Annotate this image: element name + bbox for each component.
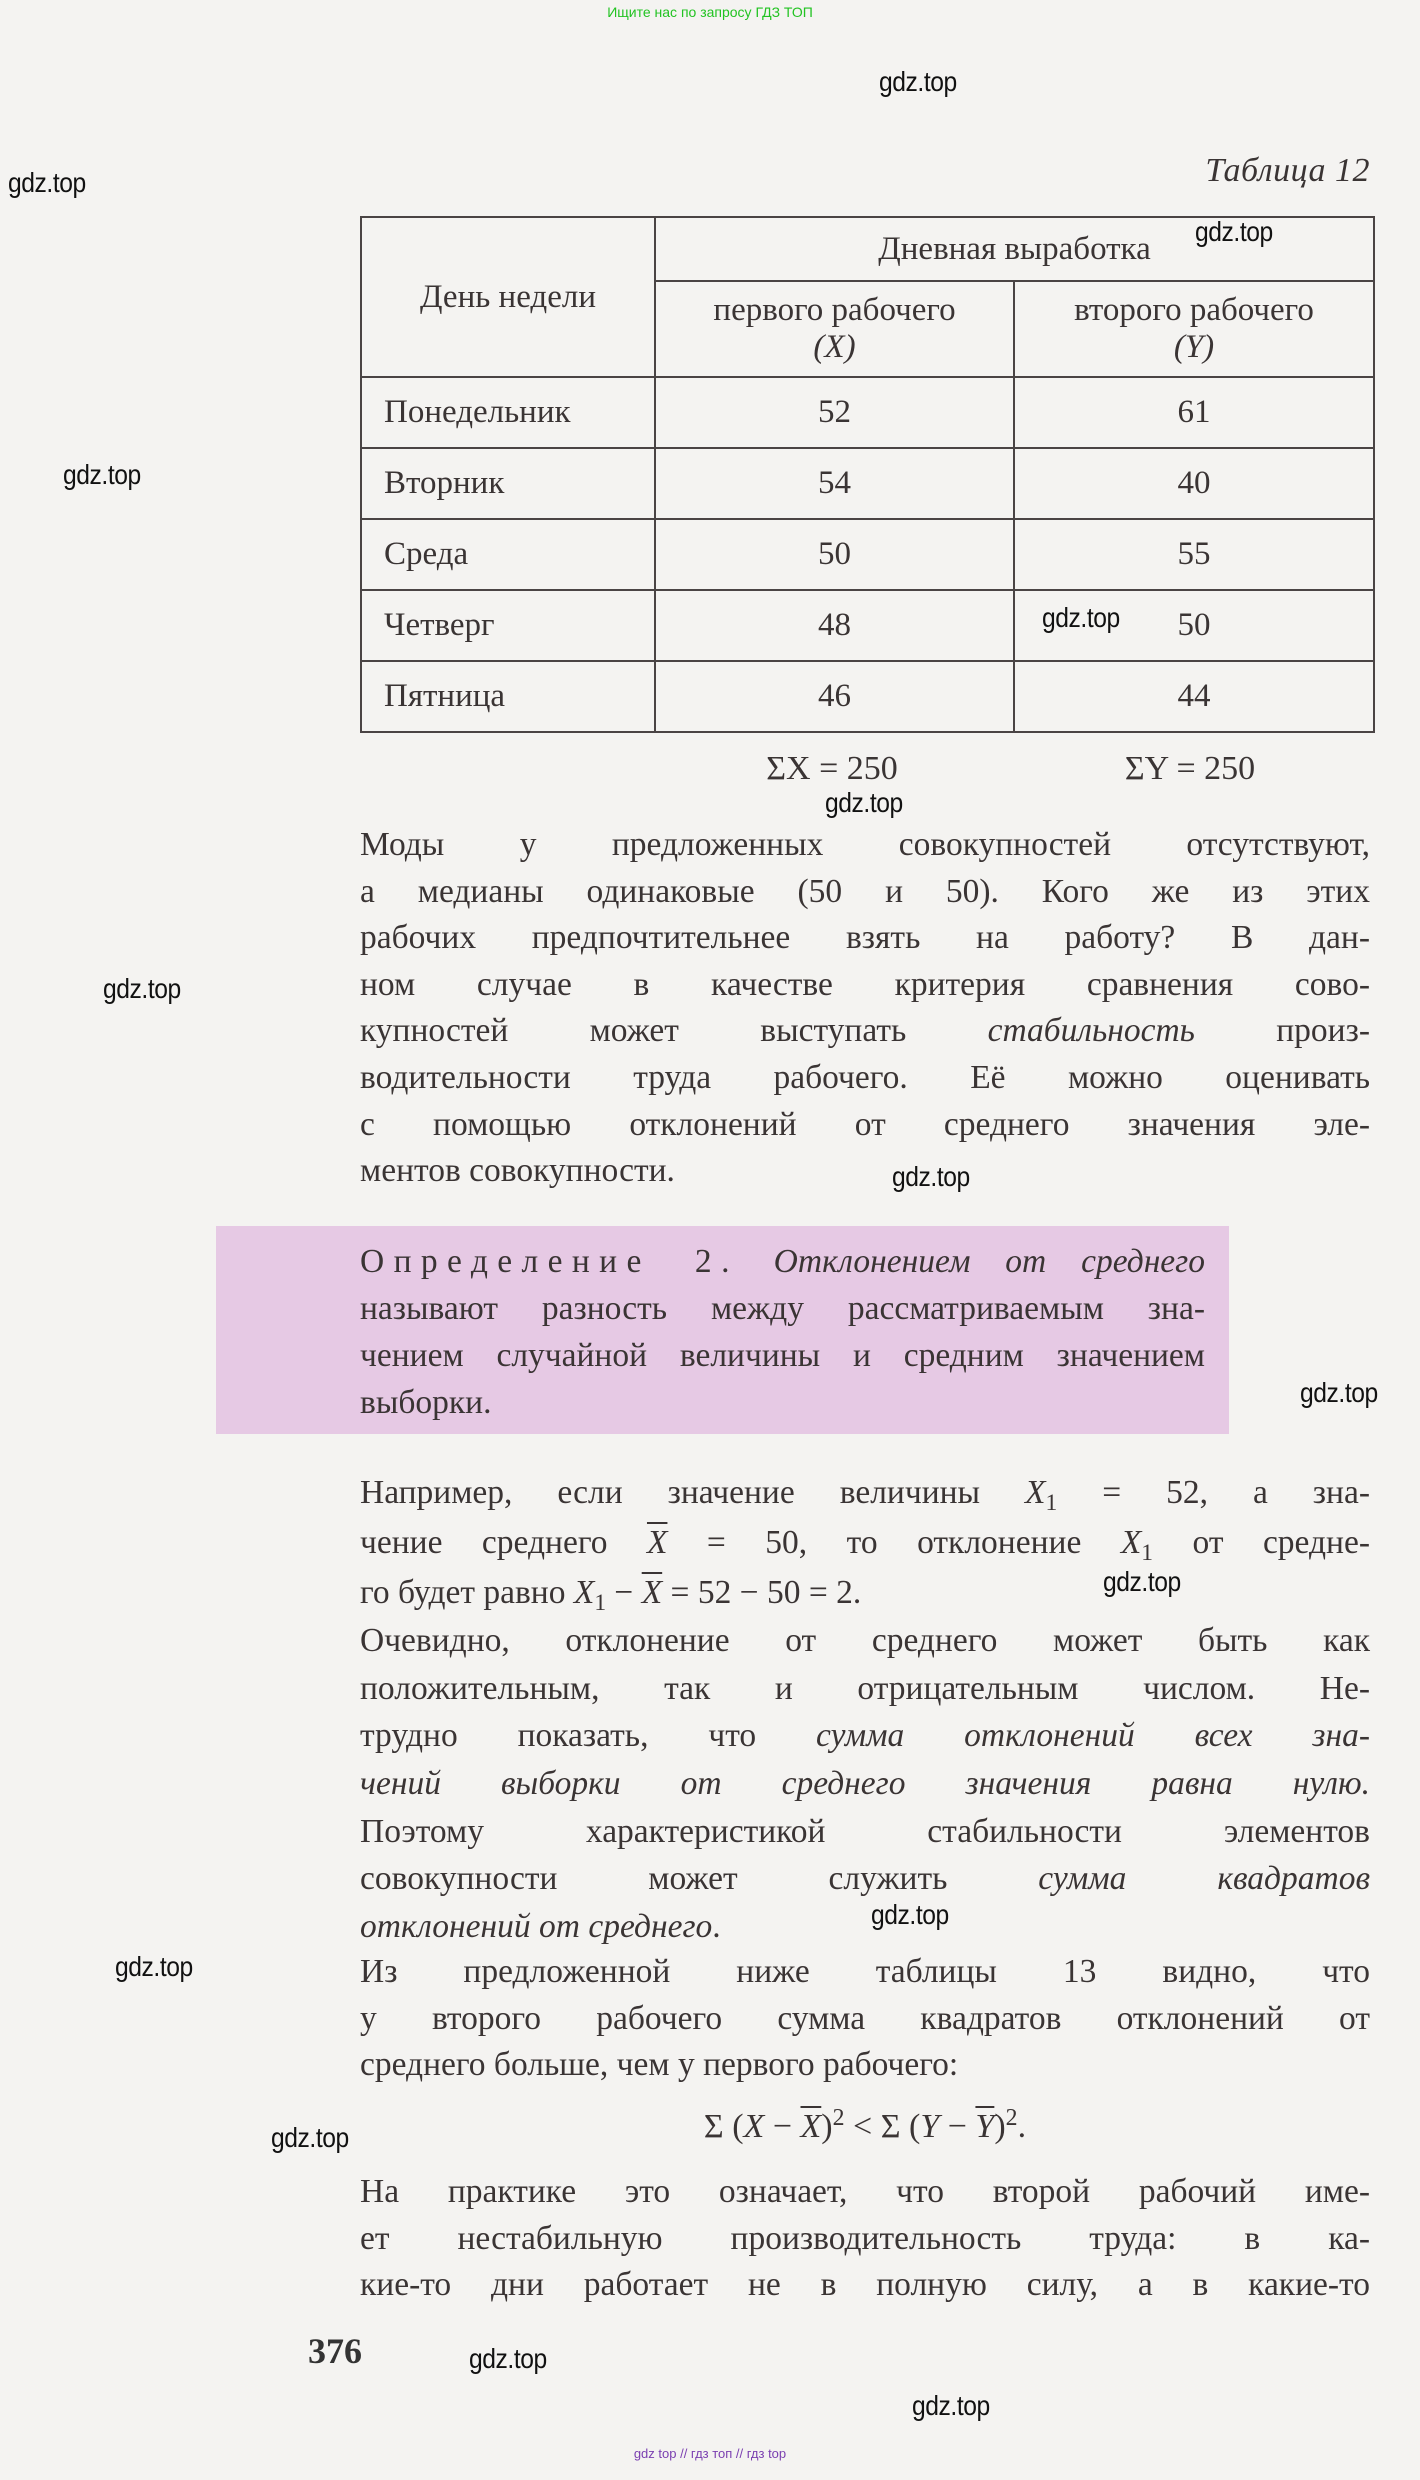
table-row — [361, 590, 1374, 661]
text-segment: − — [939, 2108, 976, 2145]
formula-squares-inequality — [360, 2104, 1370, 2150]
text-segment: ) — [994, 2108, 1006, 2145]
text-segment: Моды у предложенных совокупностей отсутствуют, — [360, 826, 1370, 863]
paragraph-practice — [360, 2169, 1370, 2309]
footer-watermark: gdz top // гдз топ // гдз top — [633, 2446, 787, 2461]
text-line — [360, 1568, 1370, 1618]
text-line — [360, 1760, 1370, 1808]
table-caption: Таблица 12 — [1205, 152, 1370, 189]
text-line — [360, 1332, 1205, 1379]
text-segment: произ- — [1194, 1012, 1370, 1050]
text-line — [360, 2169, 1370, 2216]
watermark: gdz.top — [892, 1161, 970, 1192]
math-symbol: Y — [920, 2108, 940, 2145]
search-hint-banner: Ищите нас по запросу ГДЗ ТОП — [607, 4, 813, 20]
text-segment: = 52, а зна- — [1057, 1474, 1370, 1511]
cell-y: 61 — [1014, 377, 1374, 448]
text-line — [360, 1055, 1370, 1102]
math-symbol: $\overline{X}$ — [800, 2108, 822, 2145]
sum-x: ΣX = 250 — [766, 750, 898, 787]
italic-text: отклонений от среднего — [360, 1908, 713, 1946]
text-segment: чением случайной величины и средним значением — [360, 1337, 1205, 1374]
cell-x: 54 — [655, 448, 1014, 519]
watermark: gdz.top — [912, 2390, 990, 2421]
text-segment: совокупности может служить — [360, 1860, 1039, 1898]
cell-y: 55 — [1014, 519, 1374, 590]
math-symbol: X — [743, 2108, 765, 2145]
watermark: gdz.top — [469, 2343, 547, 2374]
cell-y: 50 — [1014, 590, 1374, 661]
cell-day: Вторник — [361, 448, 655, 519]
cell-x: 46 — [655, 661, 1014, 732]
watermark: gdz.top — [871, 1899, 949, 1930]
text-line — [360, 2042, 1370, 2089]
watermark: gdz.top — [1042, 602, 1120, 633]
text-line — [360, 869, 1370, 916]
italic-text: сумма квадратов — [1038, 1860, 1370, 1898]
text-segment: ном случае в качестве критерия сравнения сово- — [360, 965, 1370, 1003]
text-segment: Очевидно, отклонение от среднего может быть как — [360, 1622, 1370, 1659]
table-row — [361, 661, 1374, 732]
text-segment: = 52 − 50 = 2. — [662, 1574, 862, 1611]
text-segment: < Σ ( — [844, 2108, 921, 2145]
text-line — [360, 1468, 1370, 1518]
text-line — [360, 2262, 1370, 2309]
math-symbol: 2 — [1005, 2105, 1018, 2132]
text-line — [360, 1712, 1370, 1760]
text-line — [360, 915, 1370, 962]
text-segment: Из предложенной ниже таблицы 13 видно, что — [360, 1953, 1370, 1990]
watermark: gdz.top — [63, 459, 141, 490]
table-row — [361, 519, 1374, 590]
paragraph-table13 — [360, 1949, 1370, 2089]
math-symbol: 2 — [832, 2105, 845, 2132]
text-segment: трудно показать, что — [360, 1717, 817, 1755]
text-segment: чение среднего — [360, 1524, 647, 1561]
watermark: gdz.top — [8, 167, 86, 198]
watermark: gdz.top — [1300, 1377, 1378, 1408]
math-symbol: 1 — [1045, 1490, 1058, 1517]
header-y-var: (Y) — [1173, 329, 1215, 365]
math-symbol: Определение 2. — [360, 1243, 739, 1280]
page-number: 376 — [308, 2331, 362, 2371]
definition-2 — [360, 1238, 1205, 1426]
cell-y: 40 — [1014, 448, 1374, 519]
text-line — [360, 2104, 1370, 2150]
text-line — [360, 1665, 1370, 1713]
text-segment: Например, если значение величины — [360, 1474, 1026, 1511]
cell-x: 48 — [655, 590, 1014, 661]
text-segment: . — [712, 1908, 721, 1946]
text-line — [360, 1903, 1370, 1951]
sum-y: ΣY = 250 — [1124, 750, 1256, 787]
text-segment: ) — [821, 2108, 833, 2145]
italic-text: чений выборки от среднего значения равна нулю. — [360, 1765, 1370, 1803]
text-segment: среднего больше, чем у первого рабочего: — [360, 2046, 959, 2083]
header-first-worker-label: первого рабочего — [713, 292, 956, 328]
text-segment: купностей может выступать — [360, 1012, 988, 1050]
paragraph-deviation-sum — [360, 1617, 1370, 1951]
text-segment: ет нестабильную производительность труда: в ка- — [360, 2219, 1370, 2257]
text-segment: от средне- — [1153, 1524, 1370, 1561]
text-line — [360, 962, 1370, 1009]
table-row — [361, 377, 1374, 448]
table-row — [361, 448, 1374, 519]
paragraph-example — [360, 1468, 1370, 1618]
text-line — [360, 1949, 1370, 1996]
watermark: gdz.top — [825, 787, 903, 818]
cell-day: Среда — [361, 519, 655, 590]
cell-x: 50 — [655, 519, 1014, 590]
italic-text: Отклонением от среднего — [738, 1243, 1205, 1280]
output-table — [360, 216, 1375, 733]
text-segment: а медианы одинаковые (50 и 50). Кого же из этих — [360, 872, 1370, 910]
text-segment: Поэтому характеристикой стабильности элементов — [360, 1812, 1370, 1850]
text-segment: На практике это означает, что второй рабочий име- — [360, 2173, 1370, 2210]
math-symbol: X — [1025, 1474, 1046, 1511]
cell-y: 44 — [1014, 661, 1374, 732]
text-line — [360, 822, 1370, 869]
text-segment: положительным, так и отрицательным числом. Не- — [360, 1669, 1370, 1707]
math-symbol: 1 — [1141, 1540, 1154, 1567]
text-line — [360, 1285, 1205, 1332]
header-day: День недели — [361, 217, 655, 377]
text-line — [360, 1008, 1370, 1055]
paragraph-modes — [360, 822, 1370, 1195]
cell-day: Пятница — [361, 661, 655, 732]
header-daily-output: Дневная выработка — [655, 217, 1374, 281]
text-segment: выборки. — [360, 1384, 492, 1421]
math-symbol: $\overline{X}$ — [641, 1574, 663, 1611]
watermark: gdz.top — [1195, 216, 1273, 247]
text-segment: − — [606, 1574, 642, 1611]
header-x-var: (X) — [813, 329, 856, 365]
text-line — [360, 1808, 1370, 1856]
text-segment: у второго рабочего сумма квадратов отклонений от — [360, 1999, 1370, 2037]
text-segment: го будет равно — [360, 1574, 574, 1611]
italic-text: стабильность — [987, 1012, 1195, 1050]
text-line — [360, 1855, 1370, 1903]
cell-x: 52 — [655, 377, 1014, 448]
text-segment: = 50, то отклонение — [667, 1524, 1121, 1561]
watermark: gdz.top — [115, 1951, 193, 1982]
text-line — [360, 1379, 1205, 1426]
text-segment: Σ ( — [703, 2108, 744, 2145]
watermark: gdz.top — [103, 973, 181, 1004]
text-segment: − — [764, 2108, 801, 2145]
header-first-worker — [655, 281, 1014, 377]
text-line — [360, 1617, 1370, 1665]
header-second-worker — [1014, 281, 1374, 377]
text-segment: рабочих предпочтительнее взять на работу? В дан- — [360, 919, 1370, 957]
text-line — [360, 1238, 1205, 1285]
header-second-worker-label: второго рабочего — [1074, 292, 1314, 328]
math-symbol: X — [573, 1574, 595, 1611]
text-segment: с помощью отклонений от среднего значения эле- — [360, 1105, 1370, 1143]
watermark: gdz.top — [271, 2122, 349, 2153]
watermark: gdz.top — [1103, 1566, 1181, 1597]
cell-day: Понедельник — [361, 377, 655, 448]
text-line — [360, 1518, 1370, 1568]
text-line — [360, 2216, 1370, 2263]
text-segment: . — [1017, 2108, 1027, 2145]
math-symbol: $\overline{Y}$ — [975, 2108, 995, 2145]
text-segment: ментов совокупности. — [360, 1152, 675, 1190]
text-segment: кие-то дни работает не в полную силу, а в какие-то — [360, 2266, 1370, 2303]
cell-day: Четверг — [361, 590, 655, 661]
math-symbol: $\overline{X}$ — [646, 1524, 668, 1561]
math-symbol: X — [1120, 1524, 1142, 1561]
text-segment: называют разность между рассматриваемым зна- — [360, 1290, 1205, 1327]
watermark: gdz.top — [879, 66, 957, 97]
italic-text: сумма отклонений всех зна- — [816, 1717, 1370, 1755]
math-symbol: 1 — [594, 1590, 607, 1617]
text-line — [360, 1102, 1370, 1149]
text-segment: водительности труда рабочего. Её можно оценивать — [360, 1058, 1370, 1096]
text-line — [360, 1148, 1370, 1195]
text-line — [360, 1996, 1370, 2043]
